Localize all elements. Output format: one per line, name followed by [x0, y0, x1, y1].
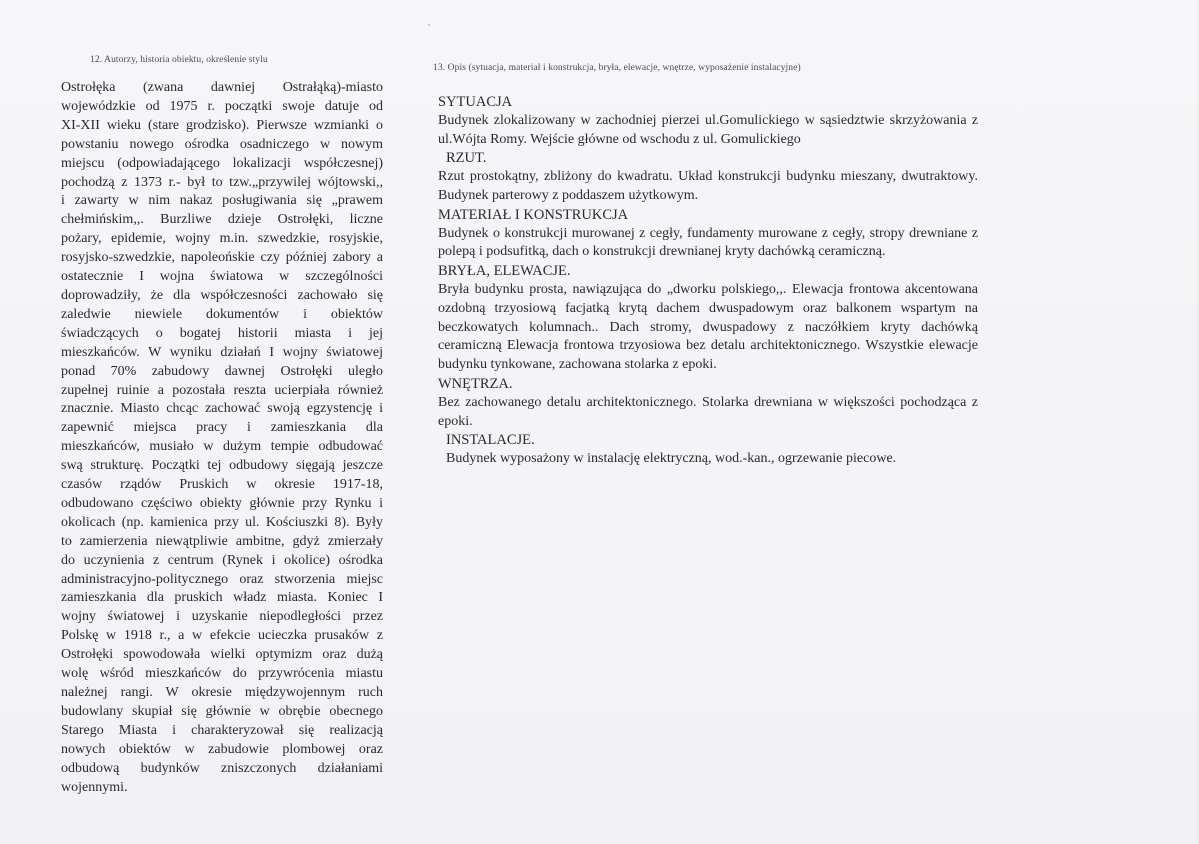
history-text-column	[61, 79, 383, 797]
history-text-line: i zawarty w nim nakaz posługiwania się „prawem	[61, 193, 383, 209]
history-text-line: Starego Miasta i charakteryzował się realizacją	[61, 722, 383, 738]
section-body: Budynek wyposażony w instalację elektryczną, wod.-kan., ogrzewanie piecowe.	[446, 451, 897, 467]
history-text-line: doprowadziły, że dla współczesności zachowało się	[61, 287, 383, 303]
history-text-line: znacznie. Miasto chcąc zachować swoją egzystencję i	[61, 401, 383, 417]
history-text-line: pożary, epidemie, wojny m.in. szwedzkie, rosyjskie,	[61, 231, 383, 247]
history-text-line: zupełnej ruinie a pozostała reszta ucierpiała również	[61, 382, 383, 398]
history-text-line: wolę wśród mieszkańców do przywrócenia miastu	[61, 666, 383, 682]
history-text-line: ponad 70% zabudowy dawnej Ostrołęki uległo	[61, 363, 383, 379]
section-12-heading: 12. Autorzy, historia obiektu, określenie stylu	[90, 55, 268, 65]
section-body: Budynek o konstrukcji murowanej z cegły, fundamenty murowane z cegły, stropy drewniane z polepą i podsufitką, dach o konstrukcji drewnianej kryty dachówką ceramiczną.	[438, 225, 978, 260]
history-text-line: należnej rangi. W okresie międzywojennym ruch	[61, 685, 383, 700]
description-text-column	[438, 93, 978, 469]
history-text-line: wojewódzkie od 1975 r. początki swoje datuje od	[61, 98, 383, 114]
scan-mark	[428, 24, 430, 26]
history-text-line: zapewnić miejsca pracy i zamieszkania dla	[61, 420, 383, 436]
history-text-line: miejscu (odpowiadającego lokalizacji współczesnej)	[61, 155, 383, 171]
history-text-line: wojny światowej i uzyskanie niepodległości przez	[61, 609, 383, 625]
history-text-line: ostatecznie I wojna światowa w szczególności	[61, 269, 383, 285]
history-text-line: zaledwie niewiele dokumentów i obiektów	[61, 306, 383, 322]
history-text-line: odbudowano częściwo obiekty głównie przy Rynku i	[61, 495, 383, 511]
history-text-line: powstaniu nowego ośrodka osadniczego w nowym	[61, 136, 383, 152]
history-text-line: administracyjno-politycznego oraz stworzenia miejsc	[61, 571, 383, 587]
history-text-line: do uczynienia z centrum (Rynek i okolice) ośrodka	[61, 552, 383, 568]
history-text-line: pochodzą z 1373 r.- był to tzw.„przywilej wójtowski,,	[61, 174, 383, 190]
history-text-line: nowych obiektów w zabudowie plombowej oraz	[61, 741, 383, 757]
section-title: SYTUACJA	[438, 94, 513, 110]
history-text-line: mieszkańców. W wyniku działań I wojny światowej	[61, 344, 383, 360]
section-title: RZUT.	[446, 150, 487, 167]
history-text-line: zamieszkania dla pruskich władz miasta. Koniec I	[61, 590, 383, 606]
section-title: MATERIAŁ I KONSTRUKCJA	[438, 206, 629, 223]
section-body: Rzut prostokątny, zbliżony do kwadratu. Układ konstrukcji budynku mieszany, dwutraktowy. Budynek parterowy z poddaszem użytkowym.	[438, 169, 978, 203]
history-text-line: Ostrołęki spowodowała wielki optymizm oraz dużą	[61, 647, 383, 663]
history-text-line: mieszkańców, musiało w dużym tempie odbudować	[61, 439, 383, 455]
history-text-line: swą strukturę. Początki tej odbudowy sięgają jeszcze	[61, 458, 383, 474]
history-text-line: czasów rządów Pruskich w okresie 1917-18,	[61, 477, 383, 493]
section-title: INSTALACJE.	[446, 432, 535, 449]
history-text-line: to zamierzenia niewątpliwie ambitne, gdyż zmierzały	[61, 533, 383, 549]
history-text-line: świadczących o bogatej historii miasta i jej	[61, 325, 383, 341]
history-text-line: budowlany skupiał się głównie w obrębie obecnego	[61, 703, 383, 719]
history-text-line: odbudową budynków zniszczonych działaniami	[61, 760, 383, 776]
history-text-line: okolicach (np. kamienica przy ul. Kościuszki 8). Były	[61, 514, 383, 530]
history-text-line: chełmińskim,,. Burzliwe dzieje Ostrołęki, liczne	[61, 212, 383, 228]
section-body: Bez zachowanego detalu architektonicznego. Stolarka drewniana w większości pochodząca z epoki.	[438, 394, 978, 429]
section-title: WNĘTRZA.	[438, 375, 513, 392]
section-body: Bryła budynku prosta, nawiązująca do „dworku polskiego,,. Elewacja frontowa akcentowana ozdobną trzyosiową facjatką krytą dachem dwuspadowym oraz balkonem wspartym na beczkowatych kolumnach.. Dach stromy, dwuspadowy z naczółkiem kryty dachówką ceramiczną Elewacja frontowa trzyosiowa bez detalu architektonicznego. Wszystkie elewacje budynku tynkowane, zachowana stolarka z epoki.	[438, 281, 978, 373]
history-text-line: rosyjsko-szwedzkie, napoleońskie czy później zabory a	[61, 250, 383, 266]
section-title: BRYŁA, ELEWACJE.	[438, 263, 571, 280]
section-13-heading: 13. Opis (sytuacja, materiał i konstrukcja, bryła, elewacje, wnętrze, wyposażenie instalacyjne)	[433, 63, 801, 73]
history-text-line: XI-XII wieku (stare grodzisko). Pierwsze wzmianki o	[61, 117, 383, 133]
section-body: Budynek zlokalizowany w zachodniej pierzei ul.Gomulickiego w sąsiedztwie skrzyżowania z ul.Wójta Romy. Wejście główne od wschodu z ul. Gomulickiego	[438, 112, 978, 147]
history-text-line: Ostrołęka (zwana dawniej Ostrałąką)-miasto	[61, 80, 383, 95]
history-text-line: Polskę w 1918 r., a w efekcie ucieczka prusaków z	[61, 628, 383, 644]
history-text-line: wojennymi.	[61, 779, 128, 795]
